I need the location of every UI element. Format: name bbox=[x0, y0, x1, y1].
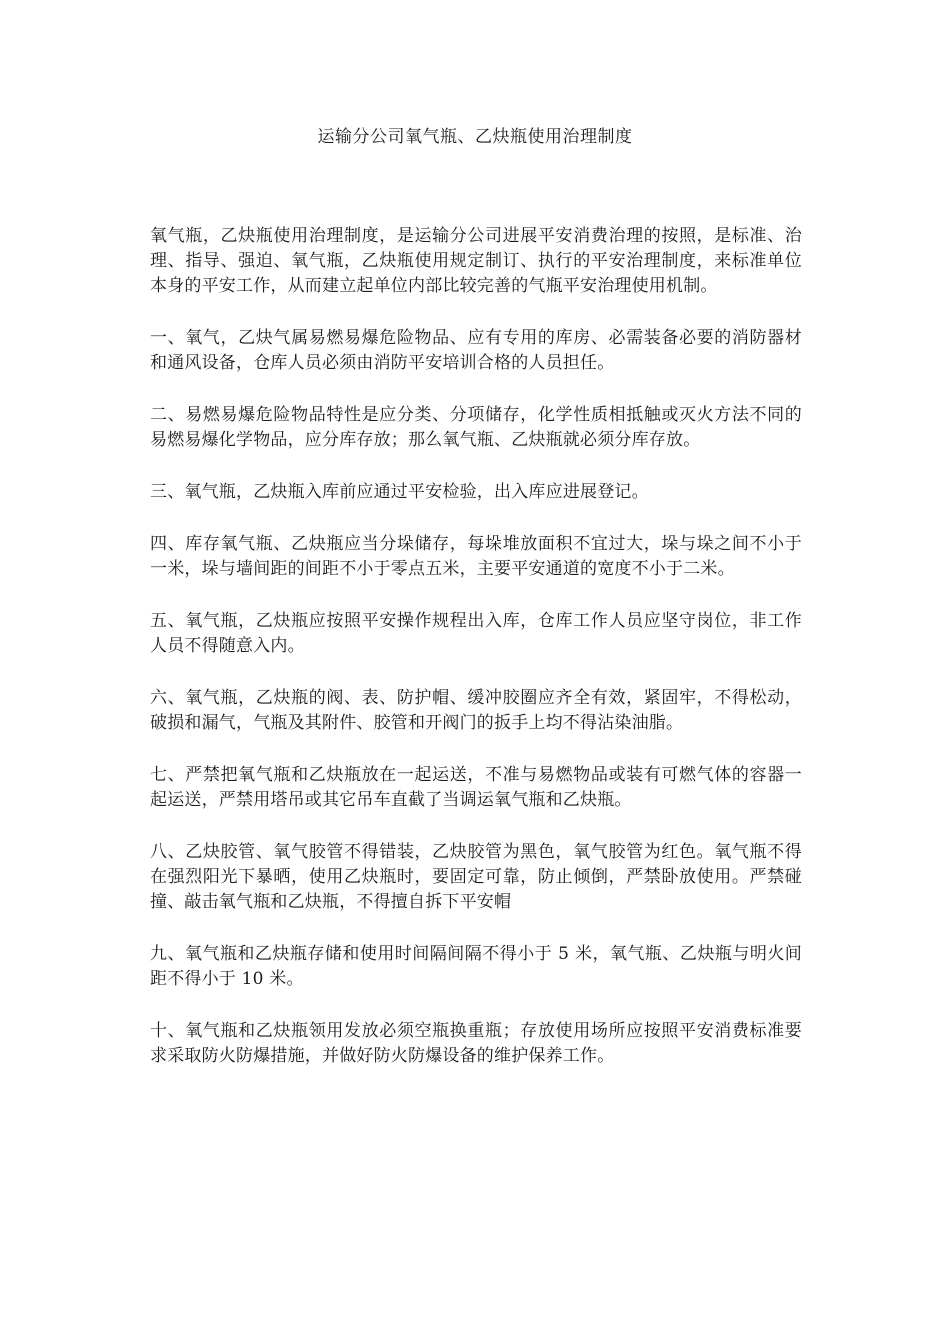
paragraph-9: 九、氧气瓶和乙炔瓶存储和使用时间隔间隔不得小于 5 米，氧气瓶、乙炔瓶与明火间距不得小于 10 米。 bbox=[150, 944, 802, 989]
paragraph-8: 八、乙炔胶管、氧气胶管不得错装，乙炔胶管为黑色，氧气胶管为红色。氧气瓶不得在强烈阳光下暴晒，使用乙炔瓶时，要固定可靠，防止倾倒，严禁卧放使用。严禁碰撞、敲击氧气瓶和乙炔瓶，不得擅自拆下平安帽 bbox=[150, 842, 802, 912]
paragraph-6: 六、氧气瓶，乙炔瓶的阀、表、防护帽、缓冲胶圈应齐全有效，紧固牢，不得松动，破损和漏气，气瓶及其附件、胶管和开阀门的扳手上均不得沾染油脂。 bbox=[150, 688, 802, 733]
paragraph-intro: 氧气瓶，乙炔瓶使用治理制度，是运输分公司进展平安消费治理的按照，是标准、治理、指导、强迫、氧气瓶，乙炔瓶使用规定制订、执行的平安治理制度，来标准单位本身的平安工作，从而建立起单位内部比较完善的气瓶平安治理使用机制。 bbox=[150, 226, 802, 296]
paragraph-10: 十、氧气瓶和乙炔瓶领用发放必须空瓶换重瓶；存放使用场所应按照平安消费标准要求采取防火防爆措施，并做好防火防爆设备的维护保养工作。 bbox=[150, 1021, 802, 1066]
document-title: 运输分公司氧气瓶、乙炔瓶使用治理制度 bbox=[317, 127, 633, 147]
paragraph-1: 一、氧气，乙炔气属易燃易爆危险物品、应有专用的库房、必需装备必要的消防器材和通风设备，仓库人员必须由消防平安培训合格的人员担任。 bbox=[150, 328, 802, 373]
document-body bbox=[150, 224, 802, 1096]
paragraph-3: 三、氧气瓶，乙炔瓶入库前应通过平安检验，出入库应进展登记。 bbox=[150, 482, 649, 502]
paragraph-2: 二、易燃易爆危险物品特性是应分类、分项储存，化学性质相抵触或灭火方法不同的易燃易爆化学物品，应分库存放；那么氧气瓶、乙炔瓶就必须分库存放。 bbox=[150, 405, 802, 450]
paragraph-5: 五、氧气瓶，乙炔瓶应按照平安操作规程出入库，仓库工作人员应坚守岗位，非工作人员不得随意入内。 bbox=[150, 611, 802, 656]
paragraph-4: 四、库存氧气瓶、乙炔瓶应当分垛储存，每垛堆放面积不宜过大，垛与垛之间不小于一米，垛与墙间距的间距不小于零点五米，主要平安通道的宽度不小于二米。 bbox=[150, 534, 802, 579]
paragraph-7: 七、严禁把氧气瓶和乙炔瓶放在一起运送，不准与易燃物品或装有可燃气体的容器一起运送，严禁用塔吊或其它吊车直截了当调运氧气瓶和乙炔瓶。 bbox=[150, 765, 802, 810]
